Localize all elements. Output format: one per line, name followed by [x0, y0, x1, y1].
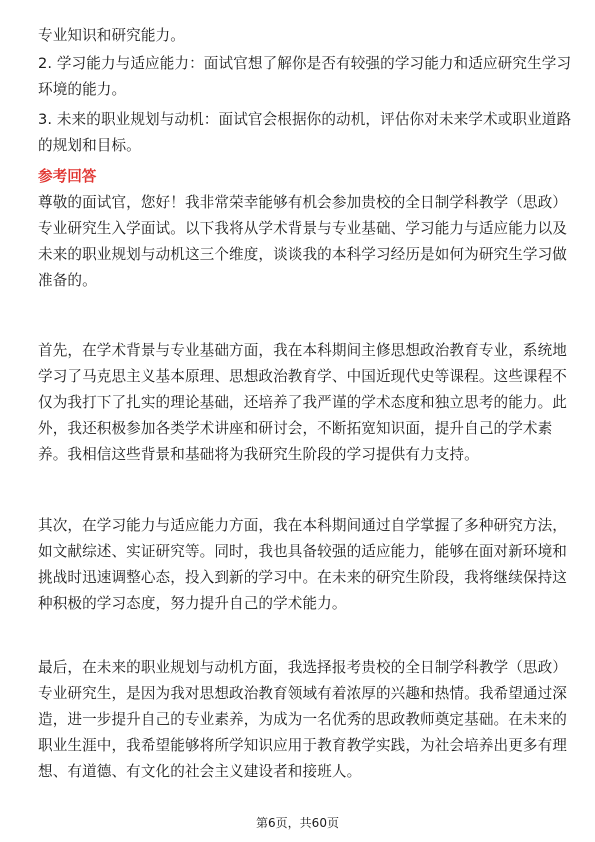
text-line: 的规划和目标。 [38, 137, 141, 154]
text-line: 其次，在学习能力与适应能力方面，我在本科期间通过自学掌握了多种研究方法， [38, 517, 567, 534]
text-line: 2. 学习能力与适应能力：面试官想了解你是否有较强的学习能力和适应研究生学习 [38, 55, 572, 72]
answer-paragraph-second [38, 513, 567, 617]
text-line: 未来的职业规划与动机这三个维度，谈谈我的本科学习经历是如何为研究生学习做 [38, 246, 567, 263]
text-line: 造，进一步提升自己的专业素养，为成为一名优秀的思政教师奠定基础。在未来的 [38, 711, 567, 728]
text-line: 种积极的学习态度，努力提升自己的学术能力。 [38, 595, 347, 612]
continuation-paragraph [38, 23, 185, 49]
text-line: 外，我还积极参加各类学术讲座和研讨会，不断拓宽知识面，提升自己的学术素 [38, 420, 553, 437]
text-line: 专业研究生入学面试。以下我将从学术背景与专业基础、学习能力与适应能力以及 [38, 220, 567, 237]
text-line: 3. 未来的职业规划与动机：面试官会根据你的动机，评估你对未来学术或职业道路 [38, 111, 572, 128]
text-line: 挑战时迅速调整心态，投入到新的学习中。在未来的研究生阶段，我将继续保持这 [38, 569, 567, 586]
text-line: 如文献综述、实证研究等。同时，我也具备较强的适应能力，能够在面对新环境和 [38, 543, 567, 560]
answer-paragraph-first [38, 338, 567, 468]
answer-paragraph-last [38, 655, 567, 785]
list-item-3 [38, 107, 571, 159]
page-footer: 第6页，共60页 [256, 816, 339, 830]
text-line: 环境的能力。 [38, 81, 127, 98]
text-line: 专业知识和研究能力。 [38, 27, 185, 44]
text-line: 职业生涯中，我希望能够将所学知识应用于教育教学实践，为社会培养出更多有理 [38, 737, 567, 754]
text-line: 养。我相信这些背景和基础将为我研究生阶段的学习提供有力支持。 [38, 446, 479, 463]
text-line: 学习了马克思主义基本原理、思想政治教育学、中国近现代史等课程。这些课程不 [38, 368, 567, 385]
text-line: 仅为我打下了扎实的理论基础，还培养了我严谨的学术态度和独立思考的能力。此 [38, 394, 567, 411]
text-line: 最后，在未来的职业规划与动机方面，我选择报考贵校的全日制学科教学（思政） [38, 659, 567, 676]
text-line: 尊敬的面试官，您好！我非常荣幸能够有机会参加贵校的全日制学科教学（思政） [38, 194, 567, 211]
text-line: 首先，在学术背景与专业基础方面，我在本科期间主修思想政治教育专业，系统地 [38, 342, 567, 359]
list-item-2 [38, 51, 571, 103]
answer-paragraph-intro [38, 190, 567, 294]
text-line: 准备的。 [38, 272, 97, 289]
text-line: 想、有道德、有文化的社会主义建设者和接班人。 [38, 763, 362, 780]
text-line: 专业研究生，是因为我对思想政治教育领域有着浓厚的兴趣和热情。我希望通过深 [38, 685, 567, 702]
answer-heading: 参考回答 [38, 168, 97, 185]
